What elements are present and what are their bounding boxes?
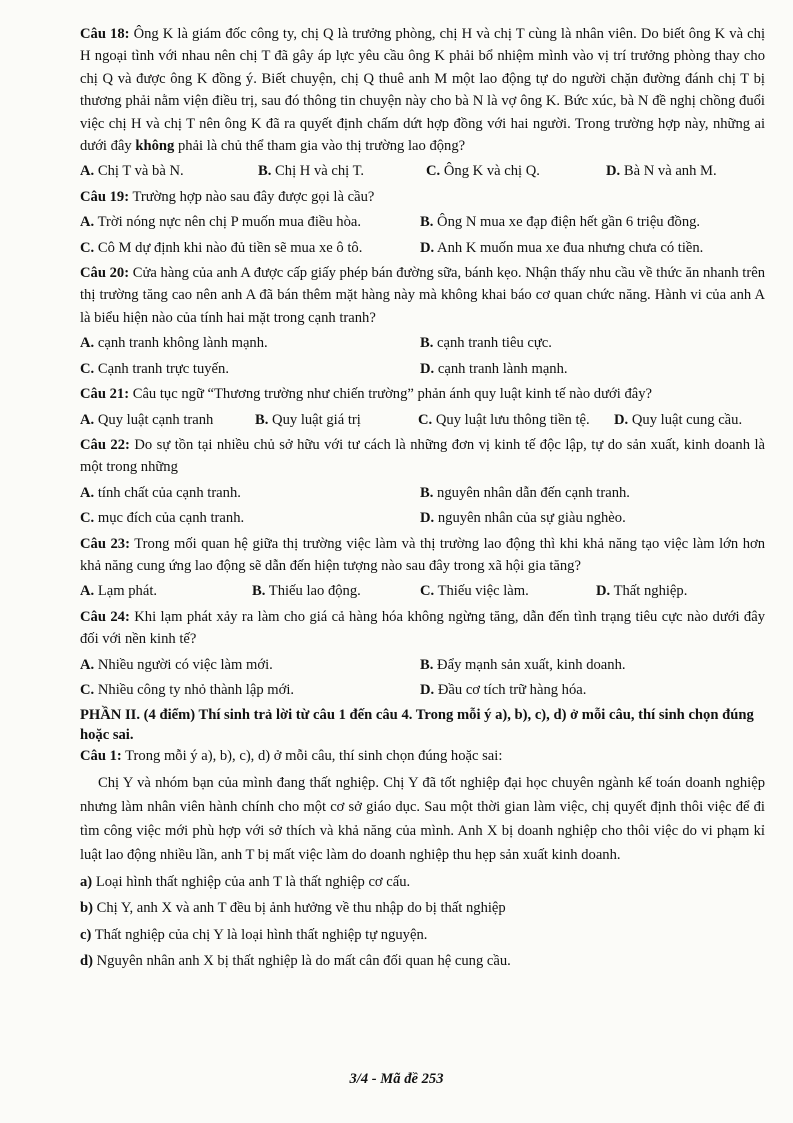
options <box>80 482 765 530</box>
question-text-end: phải là chủ thể tham gia vào thị trường lao động? <box>177 138 466 155</box>
option-b <box>255 409 418 431</box>
options <box>80 580 765 602</box>
option-d <box>420 358 765 380</box>
statement-b <box>80 897 765 919</box>
option-a <box>80 211 420 233</box>
option-letter: B. <box>420 656 434 673</box>
option-letter: A. <box>80 411 95 428</box>
option-text: Nhiều công ty nhỏ thành lập mới. <box>97 681 295 698</box>
statement-letter: b) <box>80 900 93 917</box>
question-stem <box>80 606 765 651</box>
option-letter: C. <box>80 360 95 377</box>
question-label: Câu 20: <box>80 265 130 282</box>
option-text: cạnh tranh tiêu cực. <box>437 335 552 352</box>
option-letter: A. <box>80 335 95 352</box>
question-18 <box>80 23 765 183</box>
option-letter: D. <box>420 239 435 256</box>
option-text: Quy luật cạnh tranh <box>97 411 214 428</box>
option-letter: C. <box>418 411 433 428</box>
option-letter: C. <box>80 510 95 527</box>
option-text: Thiếu lao động. <box>268 583 361 600</box>
option-text: Nhiều người có việc làm mới. <box>97 656 273 673</box>
question-text: Do sự tồn tại nhiều chủ sở hữu với tư cách là những đơn vị kinh tế độc lập, tự do sản xuất, kinh doanh là một trong những <box>80 436 765 476</box>
question-text: Trường hợp nào sau đây được gọi là cầu? <box>132 188 375 205</box>
option-a <box>80 482 420 504</box>
option-text: mục đích của cạnh tranh. <box>97 510 245 527</box>
option-text: Quy luật lưu thông tiền tệ. <box>435 411 590 428</box>
option-a <box>80 160 258 182</box>
option-b <box>420 654 765 676</box>
question-24 <box>80 606 765 702</box>
question-label: Câu 19: <box>80 188 130 205</box>
option-letter: A. <box>80 163 95 180</box>
option-text: Thất nghiệp. <box>613 583 688 600</box>
option-a <box>80 409 255 431</box>
statement-text: Thất nghiệp của chị Y là loại hình thất nghiệp tự nguyện. <box>94 926 428 943</box>
option-d <box>614 409 765 431</box>
option-letter: C. <box>426 163 441 180</box>
section-heading: PHẦN II. (4 điểm) Thí sinh trả lời từ câu 1 đến câu 4. Trong mỗi ý a), b), c), d) ở mỗi câu, thí sinh chọn đúng hoặc sai. <box>80 707 754 744</box>
option-letter: A. <box>80 214 95 231</box>
option-d <box>420 679 765 701</box>
question-label: Câu 18: <box>80 26 130 42</box>
emphasis-text: không <box>135 138 175 155</box>
option-letter: B. <box>420 335 434 352</box>
question-stem <box>80 434 765 479</box>
statement-d <box>80 950 765 972</box>
option-c <box>418 409 614 431</box>
option-a <box>80 654 420 676</box>
option-d <box>596 580 765 602</box>
option-letter: D. <box>596 583 611 600</box>
option-text: nguyên nhân dẫn đến cạnh tranh. <box>437 484 630 501</box>
option-text: Lạm phát. <box>97 583 158 600</box>
option-d <box>420 237 765 259</box>
statement-letter: a) <box>80 873 93 890</box>
option-b <box>420 211 765 233</box>
option-letter: B. <box>255 411 269 428</box>
option-text: Anh K muốn mua xe đua nhưng chưa có tiền. <box>437 239 704 256</box>
statement-letter: c) <box>80 926 92 943</box>
question-text: Trong mối quan hệ giữa thị trường việc làm và thị trường lao động thì khi khả năng tạo việc làm lớn hơn khả năng cung ứng lao động sẽ dẫn đến hiện tượng nào sau đây trong xã hội gia tăng? <box>80 535 766 574</box>
option-text: Chị H và chị T. <box>275 163 365 180</box>
option-a <box>80 580 252 602</box>
option-text: Chị T và bà N. <box>97 163 184 180</box>
question-1 <box>80 745 765 767</box>
question-stem <box>80 533 765 578</box>
option-text: cạnh tranh không lành mạnh. <box>97 335 268 352</box>
question-23 <box>80 533 765 603</box>
option-text: tính chất của cạnh tranh. <box>97 484 241 501</box>
question-stem <box>80 262 765 329</box>
option-letter: D. <box>614 411 629 428</box>
question-label: Câu 24: <box>80 608 130 625</box>
statement-a <box>80 871 765 893</box>
options <box>80 332 765 380</box>
option-letter: C. <box>80 239 95 256</box>
options <box>80 211 765 259</box>
option-letter: C. <box>80 681 95 698</box>
option-c <box>420 580 596 602</box>
option-d <box>606 160 765 182</box>
option-text: Quy luật cung cầu. <box>631 411 743 428</box>
option-b <box>420 332 765 354</box>
passage: Chị Y và nhóm bạn của mình đang thất nghiệp. Chị Y đã tốt nghiệp đại học chuyên ngành kế toán doanh nghiệp nhưng làm nhân viên hành chính cho một cơ sở giáo dục. Sau một thời gian làm việc, chị quyết định thôi việc để đi tìm công việc mới phù hợp với sở thích và khả năng của mình. Anh X bị doanh nghiệp cho thôi việc do vi phạm kỉ luật lao động nhiều lần, anh T bị mất việc làm do doanh nghiệp thu hẹp sản xuất kinh doanh. <box>80 774 765 863</box>
option-text: cạnh tranh lành mạnh. <box>437 360 568 377</box>
option-text: Đẩy mạnh sản xuất, kinh doanh. <box>437 656 626 673</box>
option-text: Cạnh tranh trực tuyến. <box>97 360 229 377</box>
option-letter: B. <box>420 484 434 501</box>
option-c <box>80 679 420 701</box>
option-c <box>80 237 420 259</box>
option-c <box>80 358 420 380</box>
option-text: nguyên nhân của sự giàu nghèo. <box>437 510 626 527</box>
option-letter: A. <box>80 583 95 600</box>
option-text: Bà N và anh M. <box>623 163 717 180</box>
option-b <box>258 160 426 182</box>
option-letter: B. <box>420 214 434 231</box>
option-text: Thiếu việc làm. <box>437 583 529 600</box>
option-a <box>80 332 420 354</box>
options <box>80 160 765 182</box>
option-text: Đầu cơ tích trữ hàng hóa. <box>437 681 587 698</box>
question-stem <box>80 383 765 405</box>
option-letter: D. <box>606 163 621 180</box>
option-letter: A. <box>80 656 95 673</box>
question-text: Trong mỗi ý a), b), c), d) ở mỗi câu, thí sinh chọn đúng hoặc sai: <box>125 748 503 765</box>
question-21 <box>80 383 765 431</box>
question-text: Ông K là giám đốc công ty, chị Q là trưởng phòng, chị H và chị T cùng là nhân viên. Do biết ông K và chị H ngoại tình với nhau nên chị T đã gây áp lực yêu cầu ông K phải bổ nhiệm mình vào vị trí trưởng phòng thay cho chị Q và được ông K đồng ý. Biết chuyện, chị Q thuê anh M một lao động tự do người chặn đường đánh chị T bị thương phải nằm viện điều trị, sau đó thông tin chuyện này cho bà N là vợ ông K. Bức xúc, bà N đề nghị chồng đuổi việc chị H và chị T nên ông K đã ra quyết định chấm dứt hợp đồng với hai người. Trong trường hợp này, những ai dưới đây <box>80 26 765 155</box>
option-letter: D. <box>420 360 435 377</box>
question-text: Cửa hàng của anh A được cấp giấy phép bán đường sữa, bánh kẹo. Nhận thấy nhu cầu về thức ăn nhanh trên thị trường tăng cao nên anh A đã bán thêm mặt hàng này mà không khai báo cơ quan chức năng. Hành vi của anh A là biểu hiện nào của tính hai mặt trong cạnh tranh? <box>80 265 765 326</box>
option-letter: D. <box>420 510 435 527</box>
statement-c <box>80 924 765 946</box>
option-letter: B. <box>258 163 272 180</box>
question-text: Câu tục ngữ “Thương trường như chiến trường” phản ánh quy luật kinh tế nào dưới đây? <box>132 386 652 403</box>
option-b <box>420 482 765 504</box>
option-letter: A. <box>80 484 95 501</box>
option-text: Ông N mua xe đạp điện hết gần 6 triệu đồng. <box>437 214 701 231</box>
statement-text: Nguyên nhân anh X bị thất nghiệp là do mất cân đối quan hệ cung cầu. <box>96 953 511 969</box>
question-19 <box>80 186 765 259</box>
question-label: Câu 23: <box>80 535 130 552</box>
question-text: Khi lạm phát xảy ra làm cho giá cả hàng hóa không ngừng tăng, dẫn đến tình trạng tiêu cực nào dưới đây đối với nền kinh tế? <box>80 608 765 648</box>
question-label: Câu 1: <box>80 748 122 765</box>
question-22 <box>80 434 765 530</box>
statement-text: Loại hình thất nghiệp của anh T là thất nghiệp cơ cấu. <box>95 873 411 890</box>
option-d <box>420 507 765 529</box>
option-c <box>426 160 606 182</box>
question-stem <box>80 23 765 157</box>
options <box>80 654 765 702</box>
statement-text: Chị Y, anh X và anh T đều bị ảnh hưởng về thu nhập do bị thất nghiệp <box>96 900 506 917</box>
option-text: Trời nóng nực nên chị P muốn mua điều hòa. <box>97 214 362 231</box>
question-label: Câu 22: <box>80 436 130 453</box>
option-b <box>252 580 420 602</box>
question-20 <box>80 262 765 380</box>
option-letter: D. <box>420 681 435 698</box>
statement-letter: d) <box>80 953 93 969</box>
option-c <box>80 507 420 529</box>
options <box>80 409 765 431</box>
question-stem <box>80 186 765 208</box>
option-letter: C. <box>420 583 435 600</box>
page-footer: 3/4 - Mã đề 253 <box>349 1071 444 1087</box>
option-letter: B. <box>252 583 266 600</box>
option-text: Quy luật giá trị <box>272 411 361 428</box>
option-text: Cô M dự định khi nào đủ tiền sẽ mua xe ô tô. <box>97 239 363 256</box>
option-text: Ông K và chị Q. <box>443 163 540 180</box>
question-label: Câu 21: <box>80 386 130 403</box>
